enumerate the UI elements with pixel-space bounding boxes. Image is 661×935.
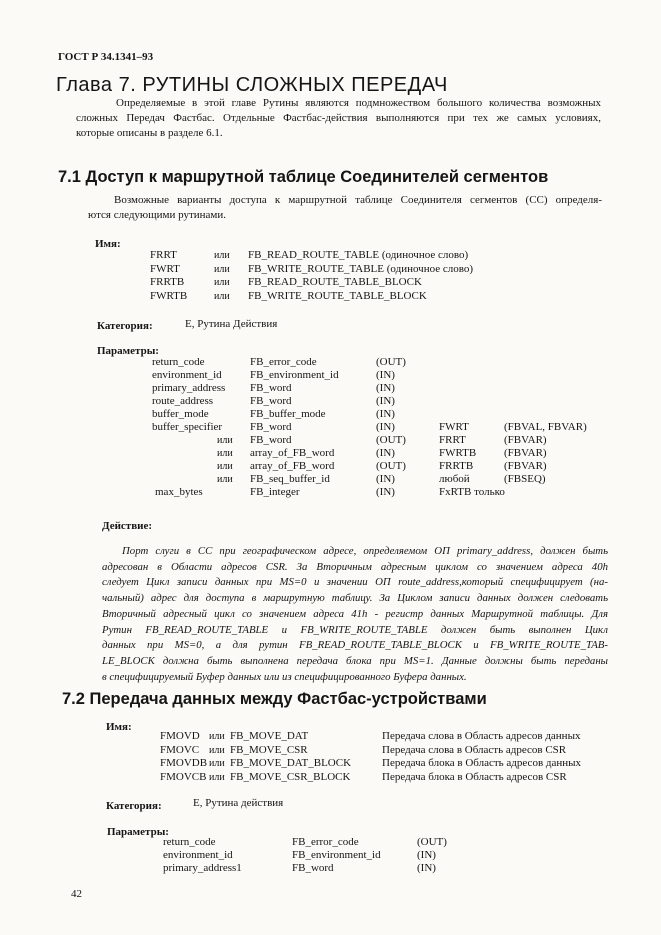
action-line: Порт слуги в СС при географическом адресе, определяемом ОП primary_address, должен быть <box>122 545 608 557</box>
param-name: route_address <box>152 395 214 407</box>
param-type: array_of_FB_word <box>250 460 335 472</box>
param-type: FB_buffer_mode <box>250 408 326 420</box>
routine-ref: FRRT <box>439 434 466 446</box>
param-type: FB_environment_id <box>250 369 339 381</box>
param-name: return_code <box>152 356 205 368</box>
param-name: buffer_mode <box>152 408 209 420</box>
param-type: FB_seq_buffer_id <box>250 473 330 485</box>
routine-full-name: FB_READ_ROUTE_TABLE (одиночное слово) <box>248 249 469 261</box>
routine-name-row <box>150 263 600 277</box>
buffer-mode-set: (FBVAR) <box>504 447 547 459</box>
param-type: array_of_FB_word <box>250 447 335 459</box>
action-line: данных при MS=0, а для рутин FB_READ_ROUTE_TABLE_BLOCK и FB_WRITE_ROUTE_TAB- <box>102 639 608 652</box>
param-type: FB_word <box>250 382 292 394</box>
param-name: max_bytes <box>155 486 203 498</box>
routine-full-name: FB_MOVE_DAT <box>230 730 309 742</box>
intro-line: Возможные варианты доступа к маршрутной таблице Соединителя сегментов (СС) определя- <box>114 194 602 206</box>
routine-description: Передача блока в Область адресов CSR <box>382 770 567 783</box>
intro-line: ются следующими рутинами. <box>88 209 226 221</box>
routine-ref: FWRTB <box>439 447 477 459</box>
document-code: ГОСТ Р 34.1341–93 <box>58 51 154 63</box>
param-row <box>152 408 602 421</box>
or-word: или <box>209 744 225 756</box>
param-direction: (IN) <box>376 421 395 433</box>
param-row <box>152 395 602 408</box>
buffer-mode-set: (FBVAR) <box>504 460 547 472</box>
routine-name-row <box>150 290 600 304</box>
routine-description: Передача блока в Область адресов данных <box>382 757 582 769</box>
routine-name-row <box>160 757 610 771</box>
chapter-intro <box>76 96 601 141</box>
param-name: environment_id <box>163 849 233 861</box>
routine-names-table <box>160 730 610 784</box>
action-label: Действие: <box>102 520 153 532</box>
category-value: Е, Рутина Действия <box>185 318 278 330</box>
section-7-1-title: 7.1 Доступ к маршрутной таблице Соединителей сегментов <box>58 168 549 186</box>
param-direction: (IN) <box>376 486 395 498</box>
routine-short-name: FWRTB <box>150 289 188 302</box>
buffer-mode-set: (FBVAR) <box>504 434 547 446</box>
param-direction: (IN) <box>376 473 395 485</box>
param-row <box>152 486 602 499</box>
param-row <box>152 447 602 460</box>
routine-short-name: FMOVC <box>160 743 200 756</box>
param-type: FB_error_code <box>292 836 359 848</box>
routine-name-row <box>150 276 600 290</box>
param-row <box>152 434 602 447</box>
param-row <box>152 382 602 395</box>
routine-short-name: FMOVDB <box>160 757 208 769</box>
intro-line: Определяемые в этой главе Рутины являются подмножеством большого количества возможных <box>116 97 601 109</box>
routine-description: Передача слова в Область адресов данных <box>382 730 581 742</box>
names-label: Имя: <box>106 721 132 733</box>
routine-short-name: FMOVCB <box>160 770 207 783</box>
or-word: или <box>217 461 233 472</box>
or-word: или <box>214 263 230 275</box>
routine-short-name: FMOVD <box>160 730 200 742</box>
routine-full-name: FB_MOVE_DAT_BLOCK <box>230 757 352 769</box>
or-word: или <box>209 771 225 783</box>
param-row <box>152 356 602 369</box>
param-direction: (IN) <box>417 862 436 874</box>
section-7-1-intro <box>88 193 602 223</box>
param-direction: (OUT) <box>376 460 406 472</box>
routine-full-name: FB_MOVE_CSR <box>230 743 308 756</box>
intro-line: сложных Передач Фастбас. Отдельные Фастбас-действия выполняются при тех же самых условиях, <box>76 112 601 124</box>
param-row <box>152 421 602 434</box>
routine-full-name: FB_MOVE_CSR_BLOCK <box>230 770 351 783</box>
param-row <box>163 849 613 862</box>
param-name: return_code <box>163 836 216 848</box>
routine-ref: FxRTB только <box>439 486 505 498</box>
routine-ref: любой <box>439 473 470 485</box>
routine-name-row <box>160 744 610 758</box>
param-name: buffer_specifier <box>152 421 223 433</box>
param-row <box>163 862 613 875</box>
routine-name-row <box>160 730 610 744</box>
or-word: или <box>217 448 233 459</box>
action-line: следует Цикл записи данных при MS=0 и значении ОП route_address,который специфицирует (на- <box>102 576 608 589</box>
or-word: или <box>217 474 233 485</box>
param-direction: (IN) <box>376 447 395 459</box>
action-line: адресован в Области адресов CSR. За Вторичным адресным циклом со значением адреса 40h <box>102 560 608 573</box>
routine-full-name: FB_WRITE_ROUTE_TABLE_BLOCK <box>248 289 427 302</box>
param-type: FB_environment_id <box>292 849 381 861</box>
param-direction: (IN) <box>376 395 395 407</box>
action-line: Рутин FB_READ_ROUTE_TABLE и FB_WRITE_ROUTE_TABLE должен быть выполнен Цикл <box>102 623 608 636</box>
params-table <box>152 356 602 499</box>
names-label: Имя: <box>95 238 121 250</box>
page-number: 42 <box>71 888 82 900</box>
param-direction: (IN) <box>376 382 395 394</box>
routine-description: Передача слова в Область адресов CSR <box>382 743 567 756</box>
category-label: Категория: <box>97 320 153 332</box>
param-row <box>152 460 602 473</box>
buffer-mode-set: (FBVAL, FBVAR) <box>504 421 587 433</box>
category-label: Категория: <box>106 800 162 812</box>
buffer-mode-set: (FBSEQ) <box>504 473 546 485</box>
params-label: Параметры: <box>107 826 169 838</box>
or-word: или <box>217 435 233 446</box>
param-type: FB_word <box>250 434 292 446</box>
routine-names-table <box>150 249 600 303</box>
routine-name-row <box>160 771 610 785</box>
action-text <box>102 544 608 685</box>
params-label: Параметры: <box>97 345 159 357</box>
or-word: или <box>214 290 230 302</box>
routine-ref: FWRT <box>439 421 469 433</box>
action-line: чальный) адрес для доступа в маршрутную таблицу. За Циклом записи данных должен следовать <box>102 592 608 605</box>
param-type: FB_error_code <box>250 356 317 368</box>
param-direction: (OUT) <box>376 356 406 368</box>
category-value: Е, Рутина действия <box>193 797 284 809</box>
params-table <box>163 836 613 875</box>
param-type: FB_word <box>250 395 292 407</box>
routine-ref: FRRTB <box>439 460 474 472</box>
section-7-2-title: 7.2 Передача данных между Фастбас-устройствами <box>62 690 487 708</box>
routine-short-name: FWRT <box>150 262 180 275</box>
action-line: LE_BLOCK должна быть выполнена передача блока при MS=1. Данные должны быть переданы <box>102 654 608 667</box>
routine-short-name: FRRT <box>150 249 177 261</box>
routine-short-name: FRRTB <box>150 276 185 288</box>
intro-line: которые описаны в разделе 6.1. <box>76 127 223 139</box>
routine-full-name: FB_READ_ROUTE_TABLE_BLOCK <box>248 276 422 288</box>
param-direction: (IN) <box>417 849 436 861</box>
param-row <box>152 473 602 486</box>
param-direction: (IN) <box>376 369 395 381</box>
routine-name-row <box>150 249 600 263</box>
or-word: или <box>214 277 230 288</box>
param-type: FB_word <box>250 421 292 433</box>
param-direction: (OUT) <box>376 434 406 446</box>
or-word: или <box>209 758 225 769</box>
or-word: или <box>214 250 230 261</box>
param-type: FB_integer <box>250 486 300 498</box>
chapter-title: Глава 7. РУТИНЫ СЛОЖНЫХ ПЕРЕДАЧ <box>56 74 448 96</box>
param-name: primary_address <box>152 382 226 394</box>
param-direction: (OUT) <box>417 836 447 848</box>
param-name: primary_address1 <box>163 862 242 874</box>
param-row <box>163 836 613 849</box>
param-direction: (IN) <box>376 408 395 420</box>
param-type: FB_word <box>292 862 334 874</box>
or-word: или <box>209 731 225 742</box>
action-line: Вторичный адресный цикл со значением адреса 41h - регистр данных Маршрутной таблицы. Для <box>102 607 609 620</box>
action-line: в специфицируемый Буфер данных или из специфицированного Буфера данных. <box>102 670 467 683</box>
routine-full-name: FB_WRITE_ROUTE_TABLE (одиночное слово) <box>248 262 474 275</box>
param-row <box>152 369 602 382</box>
param-name: environment_id <box>152 369 222 381</box>
